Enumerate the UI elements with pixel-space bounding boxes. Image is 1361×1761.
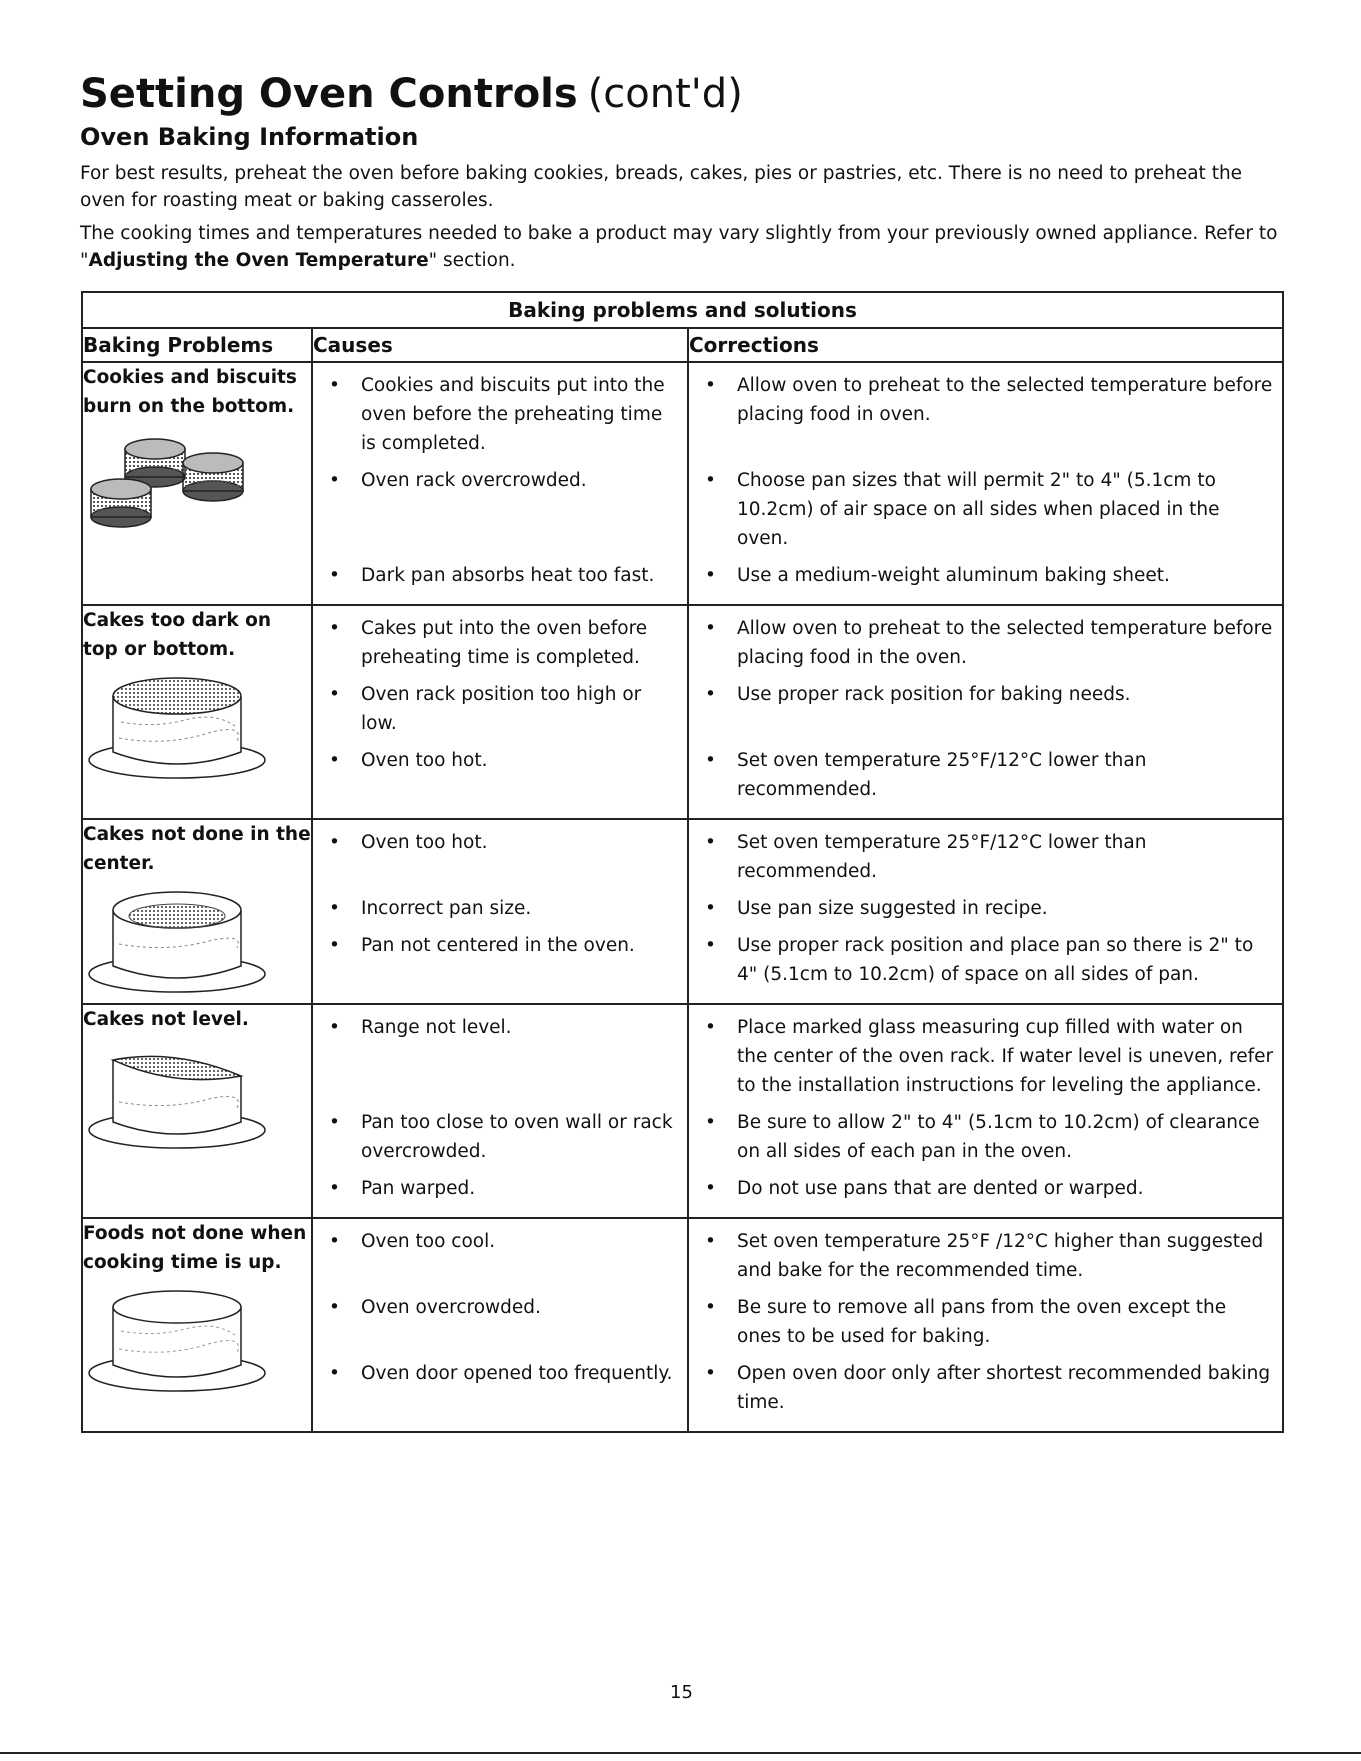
correction-item: • Open oven door only after shortest recommended baking time.	[697, 1359, 1274, 1417]
cause-item: • Oven too hot.	[321, 828, 679, 886]
correction-item: • Set oven temperature 25°F /12°C higher than suggested and bake for the recommended time.	[697, 1227, 1274, 1285]
table-row	[82, 362, 1283, 605]
column-header-corrections: Corrections	[688, 328, 1283, 362]
page-number: 15	[670, 1682, 693, 1703]
table-row	[82, 605, 1283, 819]
cause-item: • Incorrect pan size.	[321, 894, 679, 923]
corrections-cell	[688, 819, 1283, 1004]
dark-cake-icon	[85, 672, 311, 787]
tilted-cake-icon	[85, 1042, 311, 1157]
column-header-problems: Baking Problems	[82, 328, 312, 362]
section-reference: Adjusting the Oven Temperature	[88, 250, 429, 271]
correction-item: • Do not use pans that are dented or warped.	[697, 1174, 1274, 1203]
problem-title: Foods not done when cooking time is up.	[83, 1223, 307, 1273]
intro-paragraph-1: For best results, preheat the oven before baking cookies, breads, cakes, pies or pastries, etc. There is no need to preheat the oven for roasting meat or baking casseroles.	[80, 163, 1243, 211]
corrections-cell	[688, 605, 1283, 819]
cause-item: • Cookies and biscuits put into the oven before the preheating time is completed.	[321, 371, 679, 458]
column-header-causes: Causes	[312, 328, 688, 362]
title-sub: (cont'd)	[587, 71, 743, 117]
correction-item: • Use proper rack position and place pan so there is 2" to 4" (5.1cm to 10.2cm) of space on all sides of pan.	[697, 931, 1274, 989]
correction-item: • Set oven temperature 25°F/12°C lower than recommended.	[697, 746, 1274, 804]
causes-cell	[312, 819, 688, 1004]
table-row	[82, 1218, 1283, 1432]
cause-item: • Oven rack position too high or low.	[321, 680, 679, 738]
section-heading: Oven Baking Information	[80, 123, 419, 151]
causes-cell	[312, 362, 688, 605]
corrections-list	[689, 820, 1282, 1003]
table-row	[82, 1004, 1283, 1218]
sunken-cake-icon	[85, 886, 311, 1001]
corrections-cell	[688, 362, 1283, 605]
problem-title: Cakes not done in the center.	[83, 824, 311, 874]
corrections-list	[689, 606, 1282, 818]
causes-cell	[312, 605, 688, 819]
correction-item: • Allow oven to preheat to the selected temperature before placing food in oven.	[697, 371, 1274, 458]
cause-item: • Oven door opened too frequently.	[321, 1359, 679, 1417]
intro-paragraph-2	[80, 220, 1280, 274]
correction-item: • Use pan size suggested in recipe.	[697, 894, 1274, 923]
correction-item: • Place marked glass measuring cup filled with water on the center of the oven rack. If water level is uneven, refer to the installation instructions for leveling the appliance.	[697, 1013, 1274, 1100]
baking-problems-table	[81, 291, 1284, 1433]
table-caption: Baking problems and solutions	[82, 292, 1283, 328]
cause-item: • Oven rack overcrowded.	[321, 466, 679, 553]
cause-item: • Pan too close to oven wall or rack overcrowded.	[321, 1108, 679, 1166]
problem-cell	[82, 1004, 312, 1218]
causes-list	[313, 606, 687, 818]
causes-list	[313, 1219, 687, 1431]
cause-item: • Oven too cool.	[321, 1227, 679, 1285]
causes-list	[313, 1005, 687, 1217]
correction-item: • Use a medium-weight aluminum baking sheet.	[697, 561, 1274, 590]
corrections-cell	[688, 1218, 1283, 1432]
intro-text-before: The cooking times and temperatures needed to bake a product may vary slightly from your previously owned appliance. Refer to "	[80, 223, 1278, 271]
intro-text-after: " section.	[428, 250, 516, 271]
problem-cell	[82, 1218, 312, 1432]
page-title	[80, 70, 743, 118]
correction-item: • Use proper rack position for baking needs.	[697, 680, 1274, 738]
causes-cell	[312, 1218, 688, 1432]
cause-item: • Dark pan absorbs heat too fast.	[321, 561, 679, 590]
cause-item: • Pan not centered in the oven.	[321, 931, 679, 989]
problem-title: Cookies and biscuits burn on the bottom.	[83, 367, 297, 417]
cause-item: • Pan warped.	[321, 1174, 679, 1203]
cause-item: • Range not level.	[321, 1013, 679, 1100]
cause-item: • Oven overcrowded.	[321, 1293, 679, 1351]
correction-item: • Be sure to allow 2" to 4" (5.1cm to 10.2cm) of clearance on all sides of each pan in the oven.	[697, 1108, 1274, 1166]
causes-cell	[312, 1004, 688, 1218]
title-main: Setting Oven Controls	[80, 71, 578, 117]
correction-item: • Be sure to remove all pans from the oven except the ones to be used for baking.	[697, 1293, 1274, 1351]
underbaked-cake-icon	[85, 1285, 311, 1400]
corrections-list	[689, 1005, 1282, 1217]
cause-item: • Oven too hot.	[321, 746, 679, 804]
corrections-list	[689, 1219, 1282, 1431]
problem-cell	[82, 605, 312, 819]
bottom-rule	[0, 1752, 1361, 1754]
correction-item: • Allow oven to preheat to the selected temperature before placing food in the oven.	[697, 614, 1274, 672]
cause-item: • Cakes put into the oven before preheating time is completed.	[321, 614, 679, 672]
causes-list	[313, 363, 687, 604]
correction-item: • Set oven temperature 25°F/12°C lower than recommended.	[697, 828, 1274, 886]
problem-cell	[82, 362, 312, 605]
cookies-icon	[85, 429, 311, 540]
causes-list	[313, 820, 687, 1003]
problem-title: Cakes not level.	[83, 1009, 249, 1030]
problem-cell	[82, 819, 312, 1004]
corrections-list	[689, 363, 1282, 604]
table-row	[82, 819, 1283, 1004]
problem-title: Cakes too dark on top or bottom.	[83, 610, 272, 660]
corrections-cell	[688, 1004, 1283, 1218]
correction-item: • Choose pan sizes that will permit 2" to 4" (5.1cm to 10.2cm) of air space on all sides when placed in the oven.	[697, 466, 1274, 553]
